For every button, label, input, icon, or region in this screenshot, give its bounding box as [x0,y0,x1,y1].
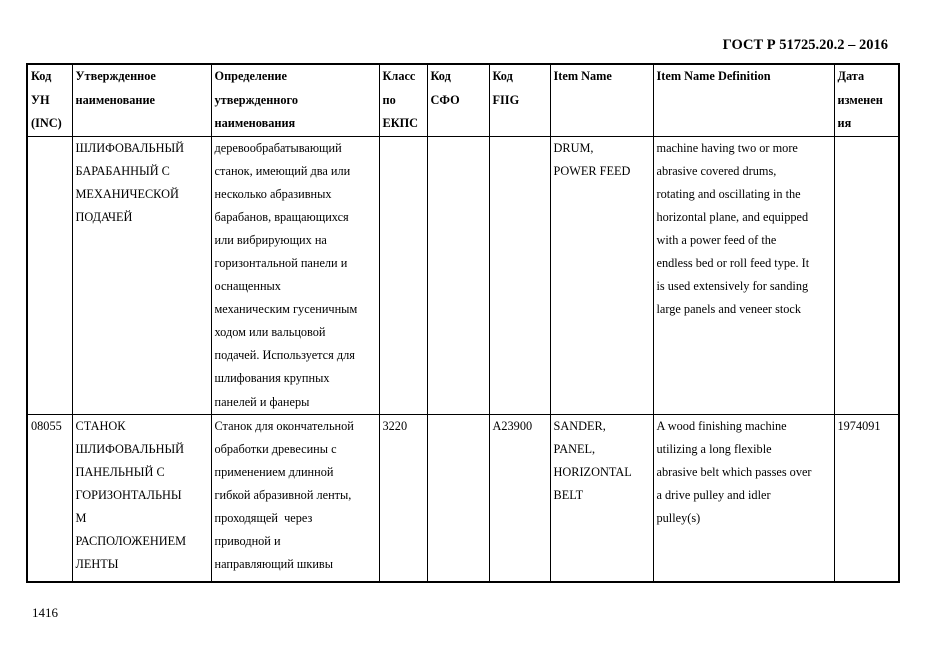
col-header-sfo: Код СФО [427,64,489,136]
cell-approved-name: ШЛИФОВАЛЬНЫЙ БАРАБАННЫЙ С МЕХАНИЧЕСКОЙ ПОДАЧЕЙ [72,136,211,414]
cell-change-date: 1974091 [834,414,899,582]
cell-item-name: SANDER, PANEL, HORIZONTAL BELT [550,414,653,582]
cell-inc [27,136,72,414]
cell-sfo [427,136,489,414]
table-header-row [27,64,899,136]
cell-definition: деревообрабатывающий станок, имеющий два или несколько абразивных барабанов, вращающихся или вибрирующих на горизонтальной панели и оснащенных механическим гусеничным ходом или вальцовой подачей. Используется для шлифования крупных панелей и фанеры [211,136,379,414]
cell-item-name: DRUM, POWER FEED [550,136,653,414]
col-header-fiig: Код FIIG [489,64,550,136]
cell-item-name-definition: A wood finishing machine utilizing a long flexible abrasive belt which passes over a drive pulley and idler pulley(s) [653,414,834,582]
cell-item-name-definition: machine having two or more abrasive covered drums, rotating and oscillating in the horizontal plane, and equipped with a power feed of the endless bed or roll feed type. It is used extensively for sanding large panels and veneer stock [653,136,834,414]
table-row [27,136,899,414]
col-header-change-date: Дата изменен ия [834,64,899,136]
standard-designation: ГОСТ Р 51725.20.2 – 2016 [722,37,888,53]
col-header-item-name: Item Name [550,64,653,136]
cell-class [379,136,427,414]
cell-sfo [427,414,489,582]
col-header-item-name-definition: Item Name Definition [653,64,834,136]
col-header-approved-name: Утвержденное наименование [72,64,211,136]
cell-fiig [489,136,550,414]
col-header-inc: Код УН (INC) [27,64,72,136]
cell-class: 3220 [379,414,427,582]
page-number: 1416 [32,605,58,620]
col-header-definition: Определение утвержденного наименования [211,64,379,136]
cell-approved-name: СТАНОК ШЛИФОВАЛЬНЫЙ ПАНЕЛЬНЫЙ С ГОРИЗОНТАЛЬНЫ М РАСПОЛОЖЕНИЕМ ЛЕНТЫ [72,414,211,582]
catalog-table [26,63,900,583]
cell-inc: 08055 [27,414,72,582]
cell-fiig: A23900 [489,414,550,582]
cell-definition: Станок для окончательной обработки древесины с применением длинной гибкой абразивной ленты, проходящей через приводной и направляющий шкивы [211,414,379,582]
table-row [27,414,899,582]
col-header-class: Класс по ЕКПС [379,64,427,136]
cell-change-date [834,136,899,414]
